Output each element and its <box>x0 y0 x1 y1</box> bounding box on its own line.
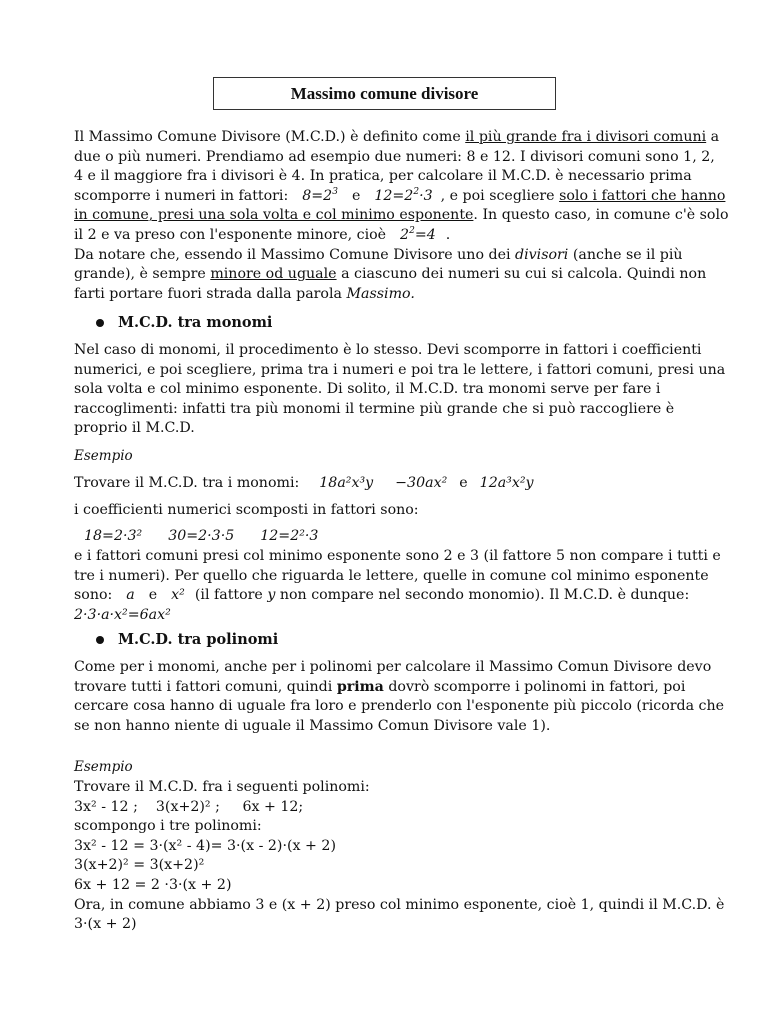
polynomials-list: 3x² - 12 ; 3(x+2)² ; 6x + 12; <box>74 798 304 815</box>
factor-18: 18=2·3² <box>84 528 143 544</box>
mcd-result: 2·3·a·x²=6ax² <box>74 606 171 623</box>
polinomi-example: Trovare il M.C.D. fra i seguenti polinomi: 3x² - 12 ; 3(x+2)² ; 6x + 12; scompongo i tre polinomi: 3x² - 12 = 3·(x² - 4)= 3·(x - 2)·(x + 2) 3(x+2)² = 3(x+2)² 6x + 12 = 2 ·3·(x + 2) Ora, in comune abbiamo 3 e (x + 2) preso col minimo esponente, cioè 1, quindi il M.C.D. è 3·(x + 2) <box>74 778 698 935</box>
monomi-task: Trovare il M.C.D. tra i monomi: 18a²x³y −30ax² e 12a³x²y <box>74 475 534 491</box>
monomial-2: −30ax² <box>395 475 448 491</box>
eq-8: $8=2^3$ <box>302 186 338 204</box>
intro-line-3: 4 e il maggiore fra i divisori è 4. In pratica, per calcolare il M.C.D. è necessario prima <box>74 168 692 185</box>
intro-paragraph <box>74 128 729 304</box>
final-result: 3·(x + 2) <box>74 916 137 933</box>
decomposition-3: 6x + 12 = 2 ·3·(x + 2) <box>74 876 232 893</box>
decomposition-2: 3(x+2)² = 3(x+2)² <box>74 857 205 874</box>
section-polinomi-paragraph: Come per i monomi, anche per i polinomi per calcolare il Massimo Comun Divisore devo trovare tutti i fattori comuni, quindi prima dovrò scomporre i polinomi in fattori, poi cercare cosa hanno di uguale fra loro e prenderlo con l'esponente più piccolo (ricorda che se non hanno niente di uguale il Massimo Comun Divisore vale 1). <box>74 659 725 734</box>
bullet-icon <box>96 319 104 327</box>
intro-line-1: Il Massimo Comune Divisore (M.C.D.) è definito come il più grande fra i divisori comuni a <box>74 129 720 145</box>
eq-12: $12=2^2\cdot 3$ <box>374 186 433 204</box>
factor-12: 12=2²·3 <box>260 528 319 544</box>
intro-line-2: due o più numeri. Prendiamo ad esempio due numeri: 8 e 12. I divisori comuni sono 1, 2, <box>74 148 715 165</box>
example-label-1: Esempio <box>74 448 133 464</box>
intro-line-4: scomporre i numeri in fattori: $8=2^3$ e $12=2^2\cdot 3$ , e poi scegliere solo i fattori che hanno <box>74 186 726 204</box>
section-polinomi-heading: M.C.D. tra polinomi <box>96 631 278 648</box>
factorizations <box>84 526 318 546</box>
eq-4: $2^2=4$ <box>400 225 436 243</box>
section-monomi-explanation: e i fattori comuni presi col minimo esponente sono 2 e 3 (il fattore 5 non compare i tutti e tre i numeri). Per quello che riguarda le lettere, quelle in comune col minimo esponente sono: a e x² (il fattore y non compare nel secondo monomio). Il M.C.D. è dunque: 2·3·a·x²=6ax² <box>74 547 698 625</box>
coefficients-text: i coefficienti numerici scomposti in fattori sono: <box>74 502 419 518</box>
section-monomi-paragraph: Nel caso di monomi, il procedimento è lo stesso. Devi scomporre in fattori i coefficienti numerici, e poi scegliere, prima tra i numeri e poi tra le lettere, i fattori comuni, presi una sola volta e col minimo esponente. Di solito, il M.C.D. tra monomi serve per fare i raccoglimenti: infatti tra più monomi il termine più grande che si può raccogliere è proprio il M.C.D. <box>74 342 726 437</box>
factor-30: 30=2·3·5 <box>168 528 235 544</box>
intro-line-9: farti portare fuori strada dalla parola Massimo. <box>74 285 415 302</box>
example-label-2: Esempio <box>74 759 133 775</box>
intro-line-6: il 2 e va preso con l'esponente minore, cioè $2^2=4$ . <box>74 225 451 243</box>
section-monomi-heading: M.C.D. tra monomi <box>96 314 272 331</box>
monomial-3: 12a³x²y <box>479 475 534 491</box>
decomposition-1: 3x² - 12 = 3·(x² - 4)= 3·(x - 2)·(x + 2) <box>74 837 336 854</box>
page-title: Massimo comune divisore <box>213 77 556 110</box>
monomial-1: 18a²x³y <box>319 475 374 491</box>
bullet-icon <box>96 636 104 644</box>
intro-line-8: grande), è sempre minore od uguale a ciascuno dei numeri su cui si calcola. Quindi non <box>74 266 707 283</box>
intro-line-5: in comune, presi una sola volta e col minimo esponente. In questo caso, in comune c'è solo <box>74 207 729 224</box>
intro-line-7: Da notare che, essendo il Massimo Comune Divisore uno dei divisori (anche se il più <box>74 246 683 263</box>
